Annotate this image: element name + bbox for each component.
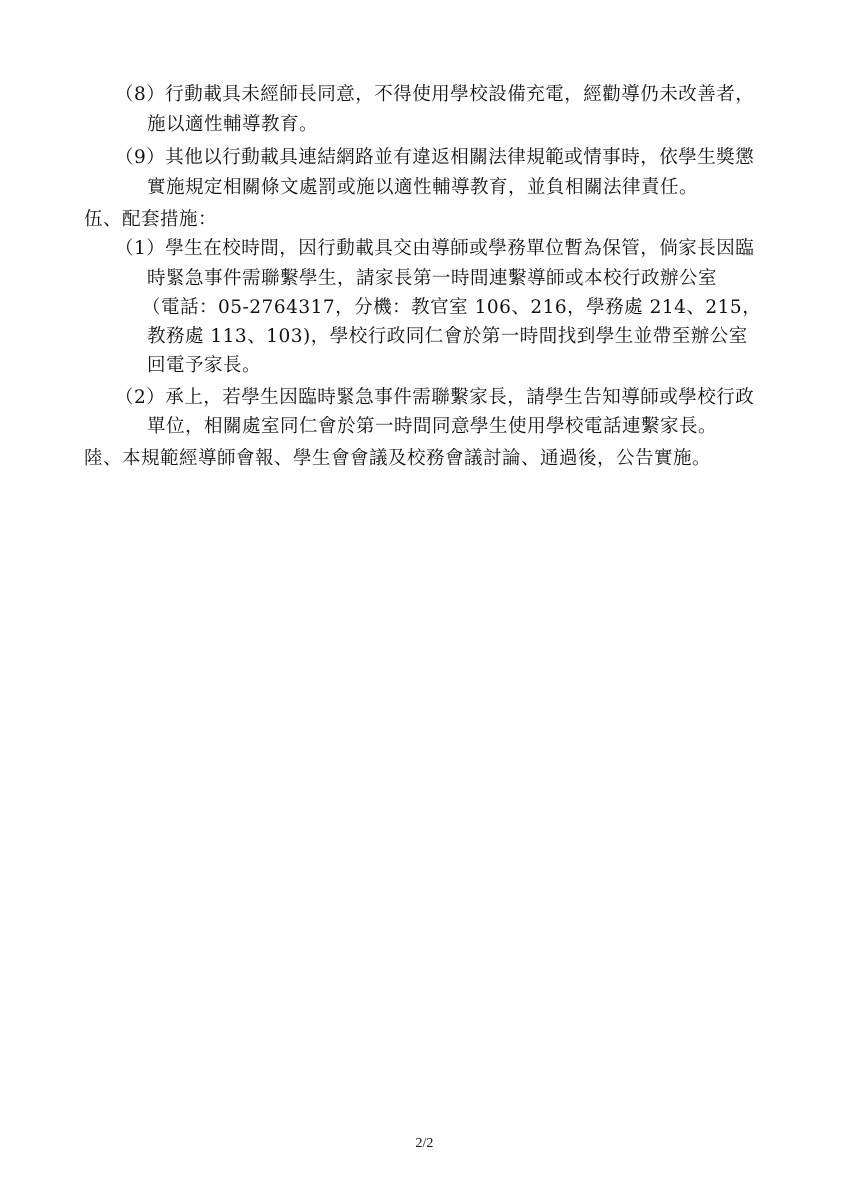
page-number: 2/2: [415, 1136, 434, 1151]
section-6-text: 陸、本規範經導師會報、學生會會議及校務會議討論、通過後，公告實施。: [84, 448, 712, 469]
list-item-label: （9）: [115, 147, 166, 168]
section-5-item-1-line-1: [115, 234, 754, 264]
list-item-9-line-1: [115, 143, 754, 173]
list-item-text: 承上，若學生因臨時緊急事件需聯繫家長，請學生告知導師或學校行政: [165, 387, 755, 408]
list-item-9-line-2: 實施規定相關條文處罰或施以適性輔導教育，並負相關法律責任。: [147, 177, 699, 198]
list-item-text: 其他以行動載具連結網路並有違返相關法律規範或情事時，依學生獎懲: [165, 147, 755, 168]
list-item-8-line-2: 施以適性輔導教育。: [147, 114, 319, 135]
section-5-item-1-line-3: （電話：05-2764317，分機：教官室 106、216，學務處 214、215，: [142, 297, 762, 318]
list-item-text: 行動載具未經師長同意，不得使用學校設備充電，經勸導仍未改善者，: [165, 84, 755, 105]
section-5-heading: 伍、配套措施：: [84, 209, 218, 230]
section-5-item-2-line-1: [115, 383, 754, 413]
section-5-item-1-line-2: 時緊急事件需聯繫學生，請家長第一時間連繫導師或本校行政辦公室: [147, 268, 718, 289]
list-item-label: （8）: [115, 84, 166, 105]
list-item-label: （1）: [115, 238, 166, 259]
list-item-text: 學生在校時間，因行動載具交由導師或學務單位暫為保管，倘家長因臨: [165, 238, 755, 259]
section-5-item-2-line-2: 單位，相關處室同仁會於第一時間同意學生使用學校電話連繫家長。: [147, 416, 718, 437]
section-5-item-1-line-4: 教務處 113、103)，學校行政同仁會於第一時間找到學生並帶至辦公室: [147, 326, 748, 347]
list-item-label: （2）: [115, 387, 166, 408]
section-5-item-1-line-5: 回電予家長。: [147, 355, 262, 376]
list-item-8-line-1: [115, 80, 754, 110]
